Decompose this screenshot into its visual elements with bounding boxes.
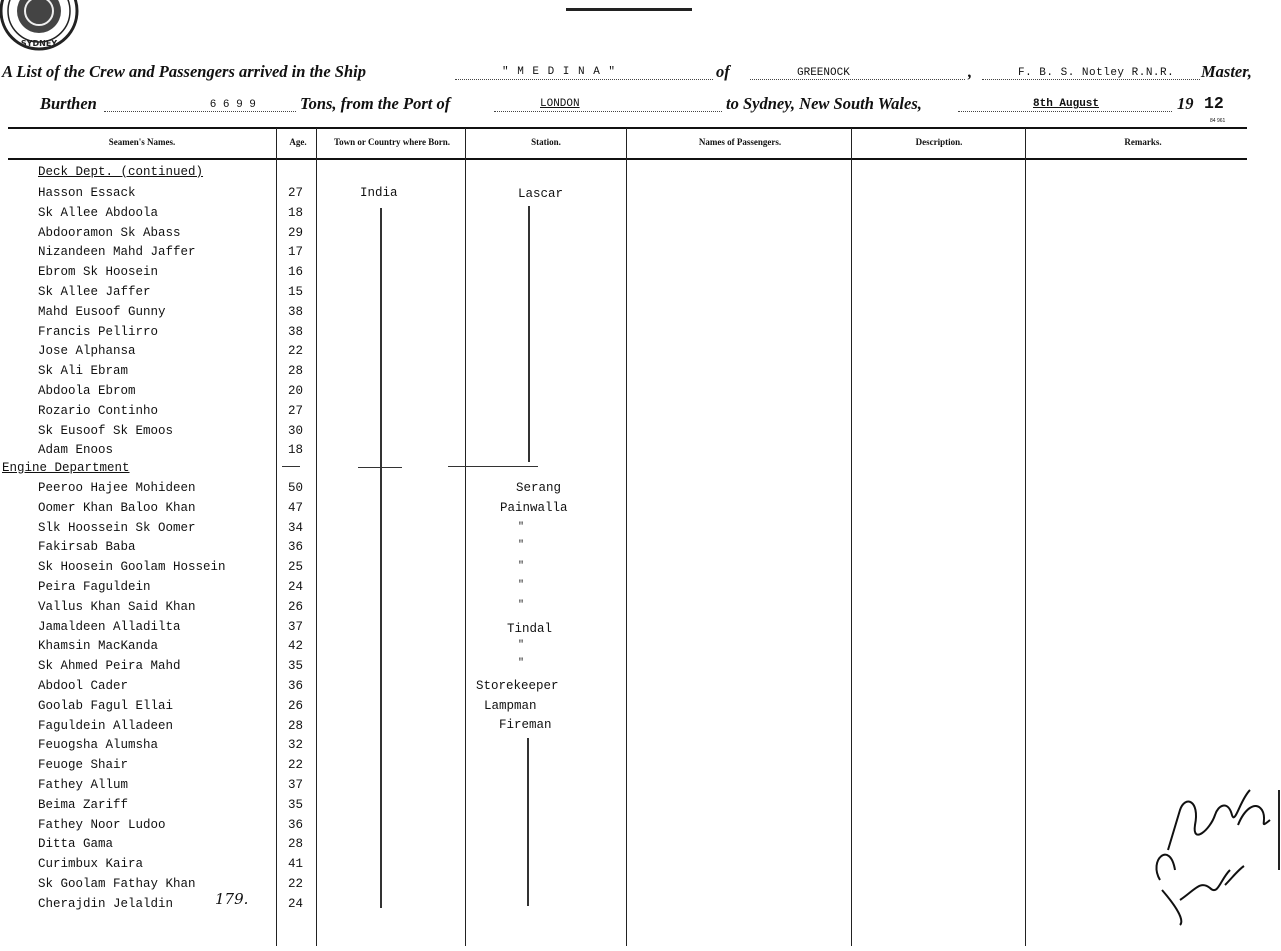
seaman-age: 24 — [288, 580, 304, 594]
station-serang: Serang — [516, 481, 562, 495]
born-ditto-line — [380, 208, 382, 908]
col-born: Town or Country where Born. — [333, 137, 451, 147]
seaman-name: Feuoge Shair — [38, 758, 129, 773]
seaman-name: Hasson Essack — [38, 186, 136, 200]
col-passengers: Names of Passengers. — [698, 137, 782, 147]
burthen-dots — [104, 111, 296, 112]
from-port: LONDON — [540, 98, 580, 110]
master-dots — [982, 79, 1200, 80]
divider-1 — [276, 128, 277, 946]
seaman-name: Abdooramon Sk Abass — [38, 225, 181, 240]
tons-from-label: Tons, from the Port of — [300, 94, 451, 113]
col-remarks: Remarks. — [1124, 137, 1162, 147]
seaman-age: 35 — [288, 797, 304, 812]
seaman-name: Sk Ahmed Peira Mahd — [38, 659, 181, 674]
seaman-name: Peeroo Hajee Mohideen — [38, 481, 196, 495]
seaman-age: 36 — [288, 817, 304, 832]
col-seamen-names: Seamen's Names. — [108, 137, 176, 147]
seaman-age: 27 — [288, 186, 304, 200]
seaman-name: Jose Alphansa — [38, 344, 136, 359]
seaman-name: Sk Goolam Fathay Khan — [38, 877, 196, 891]
seaman-name: Feuogsha Alumsha — [38, 738, 159, 753]
arrival-date: 8th August — [1033, 98, 1100, 110]
comma: , — [968, 62, 973, 81]
home-port: GREENOCK — [797, 67, 850, 79]
seaman-age: 28 — [288, 837, 304, 852]
col-station: Station. — [531, 137, 561, 147]
svg-text:SYDNEY: SYDNEY — [20, 39, 58, 48]
from-port-dots — [494, 111, 722, 112]
seaman-age: 28 — [288, 718, 304, 733]
seaman-age: 34 — [288, 520, 304, 535]
seaman-name: Fathey Noor Ludoo — [38, 817, 166, 832]
seaman-age: 16 — [288, 265, 304, 280]
divider-2 — [316, 128, 317, 946]
seaman-name: Abdoola Ebrom — [38, 384, 136, 398]
seaman-name: Ebrom Sk Hoosein — [38, 265, 159, 280]
seaman-name: Goolab Fagul Ellai — [38, 698, 174, 713]
form-number: 84 961 — [1210, 118, 1226, 124]
tonnage: 6 6 9 9 — [210, 98, 258, 110]
seaman-name: Ditta Gama — [38, 837, 114, 852]
seaman-name: Fathey Allum — [38, 778, 129, 792]
seaman-name: Rozario Continho — [38, 403, 159, 418]
seal-stamp — [0, 0, 80, 52]
seaman-age: 25 — [288, 560, 304, 575]
station-storekeeper: Storekeeper — [476, 679, 559, 693]
seaman-age: 32 — [288, 738, 304, 753]
seaman-age: 26 — [288, 599, 304, 614]
margin-note: 179. — [215, 890, 249, 908]
seaman-age: 24 — [288, 896, 304, 911]
seaman-name: Fakirsab Baba — [38, 540, 136, 555]
seaman-name: Sk Eusoof Sk Emoos — [38, 423, 174, 438]
seaman-name: Mahd Eusoof Gunny — [38, 304, 166, 319]
edge-mark — [1278, 790, 1280, 870]
station-lampman: Lampman — [484, 699, 537, 713]
seaman-age: 50 — [288, 481, 304, 495]
seaman-name: Oomer Khan Baloo Khan — [38, 500, 196, 515]
burthen-label: Burthen — [40, 94, 97, 113]
of-label: of — [716, 62, 730, 81]
master-signature — [1140, 770, 1275, 930]
ditto-mark: " — [518, 561, 525, 572]
seaman-age: 27 — [288, 403, 304, 418]
seaman-name: Nizandeen Mahd Jaffer — [38, 245, 196, 260]
seaman-name: Sk Ali Ebram — [38, 364, 129, 379]
master-name: F. B. S. Notley R.N.R. — [1018, 67, 1175, 79]
master-label: Master, — [1201, 62, 1252, 81]
ship-name: " M E D I N A " — [502, 66, 617, 78]
seaman-age: 22 — [288, 344, 304, 359]
ditto-mark: " — [518, 600, 525, 611]
ditto-mark: " — [518, 640, 525, 651]
seaman-name: Faguldein Alladeen — [38, 718, 174, 733]
seaman-name: Sk Hoosein Goolam Hossein — [38, 560, 226, 575]
seaman-age: 15 — [288, 285, 304, 299]
seaman-name: Adam Enoos — [38, 443, 114, 458]
seaman-age: 18 — [288, 443, 304, 458]
port-dots — [750, 79, 965, 80]
lascar-ditto-line — [528, 206, 530, 462]
seaman-age: 38 — [288, 324, 304, 339]
fireman-ditto-line — [527, 738, 529, 906]
seaman-name: Peira Faguldein — [38, 580, 151, 594]
seaman-age: 20 — [288, 384, 304, 398]
seaman-age: 28 — [288, 364, 304, 379]
ditto-mark: " — [518, 540, 525, 551]
station-fireman: Fireman — [499, 718, 552, 732]
header-intro: A List of the Crew and Passengers arrived in the Ship — [2, 62, 366, 81]
seaman-age: 17 — [288, 245, 304, 260]
station-lascar: Lascar — [518, 187, 564, 201]
top-rule — [566, 8, 692, 11]
born-india: India — [360, 186, 398, 200]
seaman-age: 22 — [288, 758, 304, 773]
seaman-age: 47 — [288, 500, 304, 515]
engine-section-label: Engine Department — [2, 461, 130, 475]
seaman-age: 22 — [288, 877, 304, 891]
seaman-name: Khamsin MacKanda — [38, 639, 159, 654]
seaman-name: Cherajdin Jelaldin — [38, 896, 174, 911]
seaman-name: Beima Zariff — [38, 797, 129, 812]
to-label: to Sydney, New South Wales, — [726, 94, 922, 113]
seaman-age: 35 — [288, 659, 304, 674]
seaman-name: Sk Allee Jaffer — [38, 285, 151, 299]
divider-5 — [851, 128, 852, 946]
seaman-name: Jamaldeen Alladilta — [38, 619, 181, 634]
seaman-name: Francis Pellirro — [38, 324, 159, 339]
seaman-age: 37 — [288, 619, 304, 634]
seaman-age: 30 — [288, 423, 304, 438]
col-age: Age. — [289, 137, 307, 147]
separator-dash — [448, 466, 538, 467]
divider-4 — [626, 128, 627, 946]
seaman-age: 37 — [288, 778, 304, 792]
station-painwalla: Painwalla — [500, 501, 568, 515]
seaman-age: 29 — [288, 225, 304, 240]
year-suffix: 12 — [1204, 94, 1224, 113]
seaman-age: 26 — [288, 698, 304, 713]
seaman-age: 42 — [288, 639, 304, 654]
seaman-age: 41 — [288, 857, 304, 872]
deck-section-label: Deck Dept. (continued) — [38, 165, 204, 179]
ditto-mark: " — [518, 658, 525, 669]
seaman-age: 36 — [288, 679, 304, 693]
date-dots — [958, 111, 1172, 112]
ditto-mark: " — [518, 522, 525, 533]
seaman-name: Curimbux Kaira — [38, 857, 144, 872]
seaman-age: 36 — [288, 540, 304, 555]
seaman-name: Sk Allee Abdoola — [38, 205, 159, 220]
seaman-name: Abdool Cader — [38, 679, 129, 693]
seaman-age: 18 — [288, 205, 304, 220]
year-prefix: 19 — [1177, 94, 1194, 113]
seaman-name: Slk Hoossein Sk Oomer — [38, 520, 196, 535]
seaman-name: Vallus Khan Said Khan — [38, 599, 196, 614]
separator-dash — [282, 466, 300, 467]
station-tindal: Tindal — [507, 622, 553, 636]
col-description: Description. — [915, 137, 963, 147]
table-header-rule — [8, 158, 1247, 160]
seaman-age: 38 — [288, 304, 304, 319]
ship-dots — [455, 79, 713, 80]
divider-3 — [465, 128, 466, 946]
divider-6 — [1025, 128, 1026, 946]
separator-dash — [358, 467, 402, 468]
ditto-mark: " — [518, 580, 525, 591]
table-top-rule — [8, 127, 1247, 129]
